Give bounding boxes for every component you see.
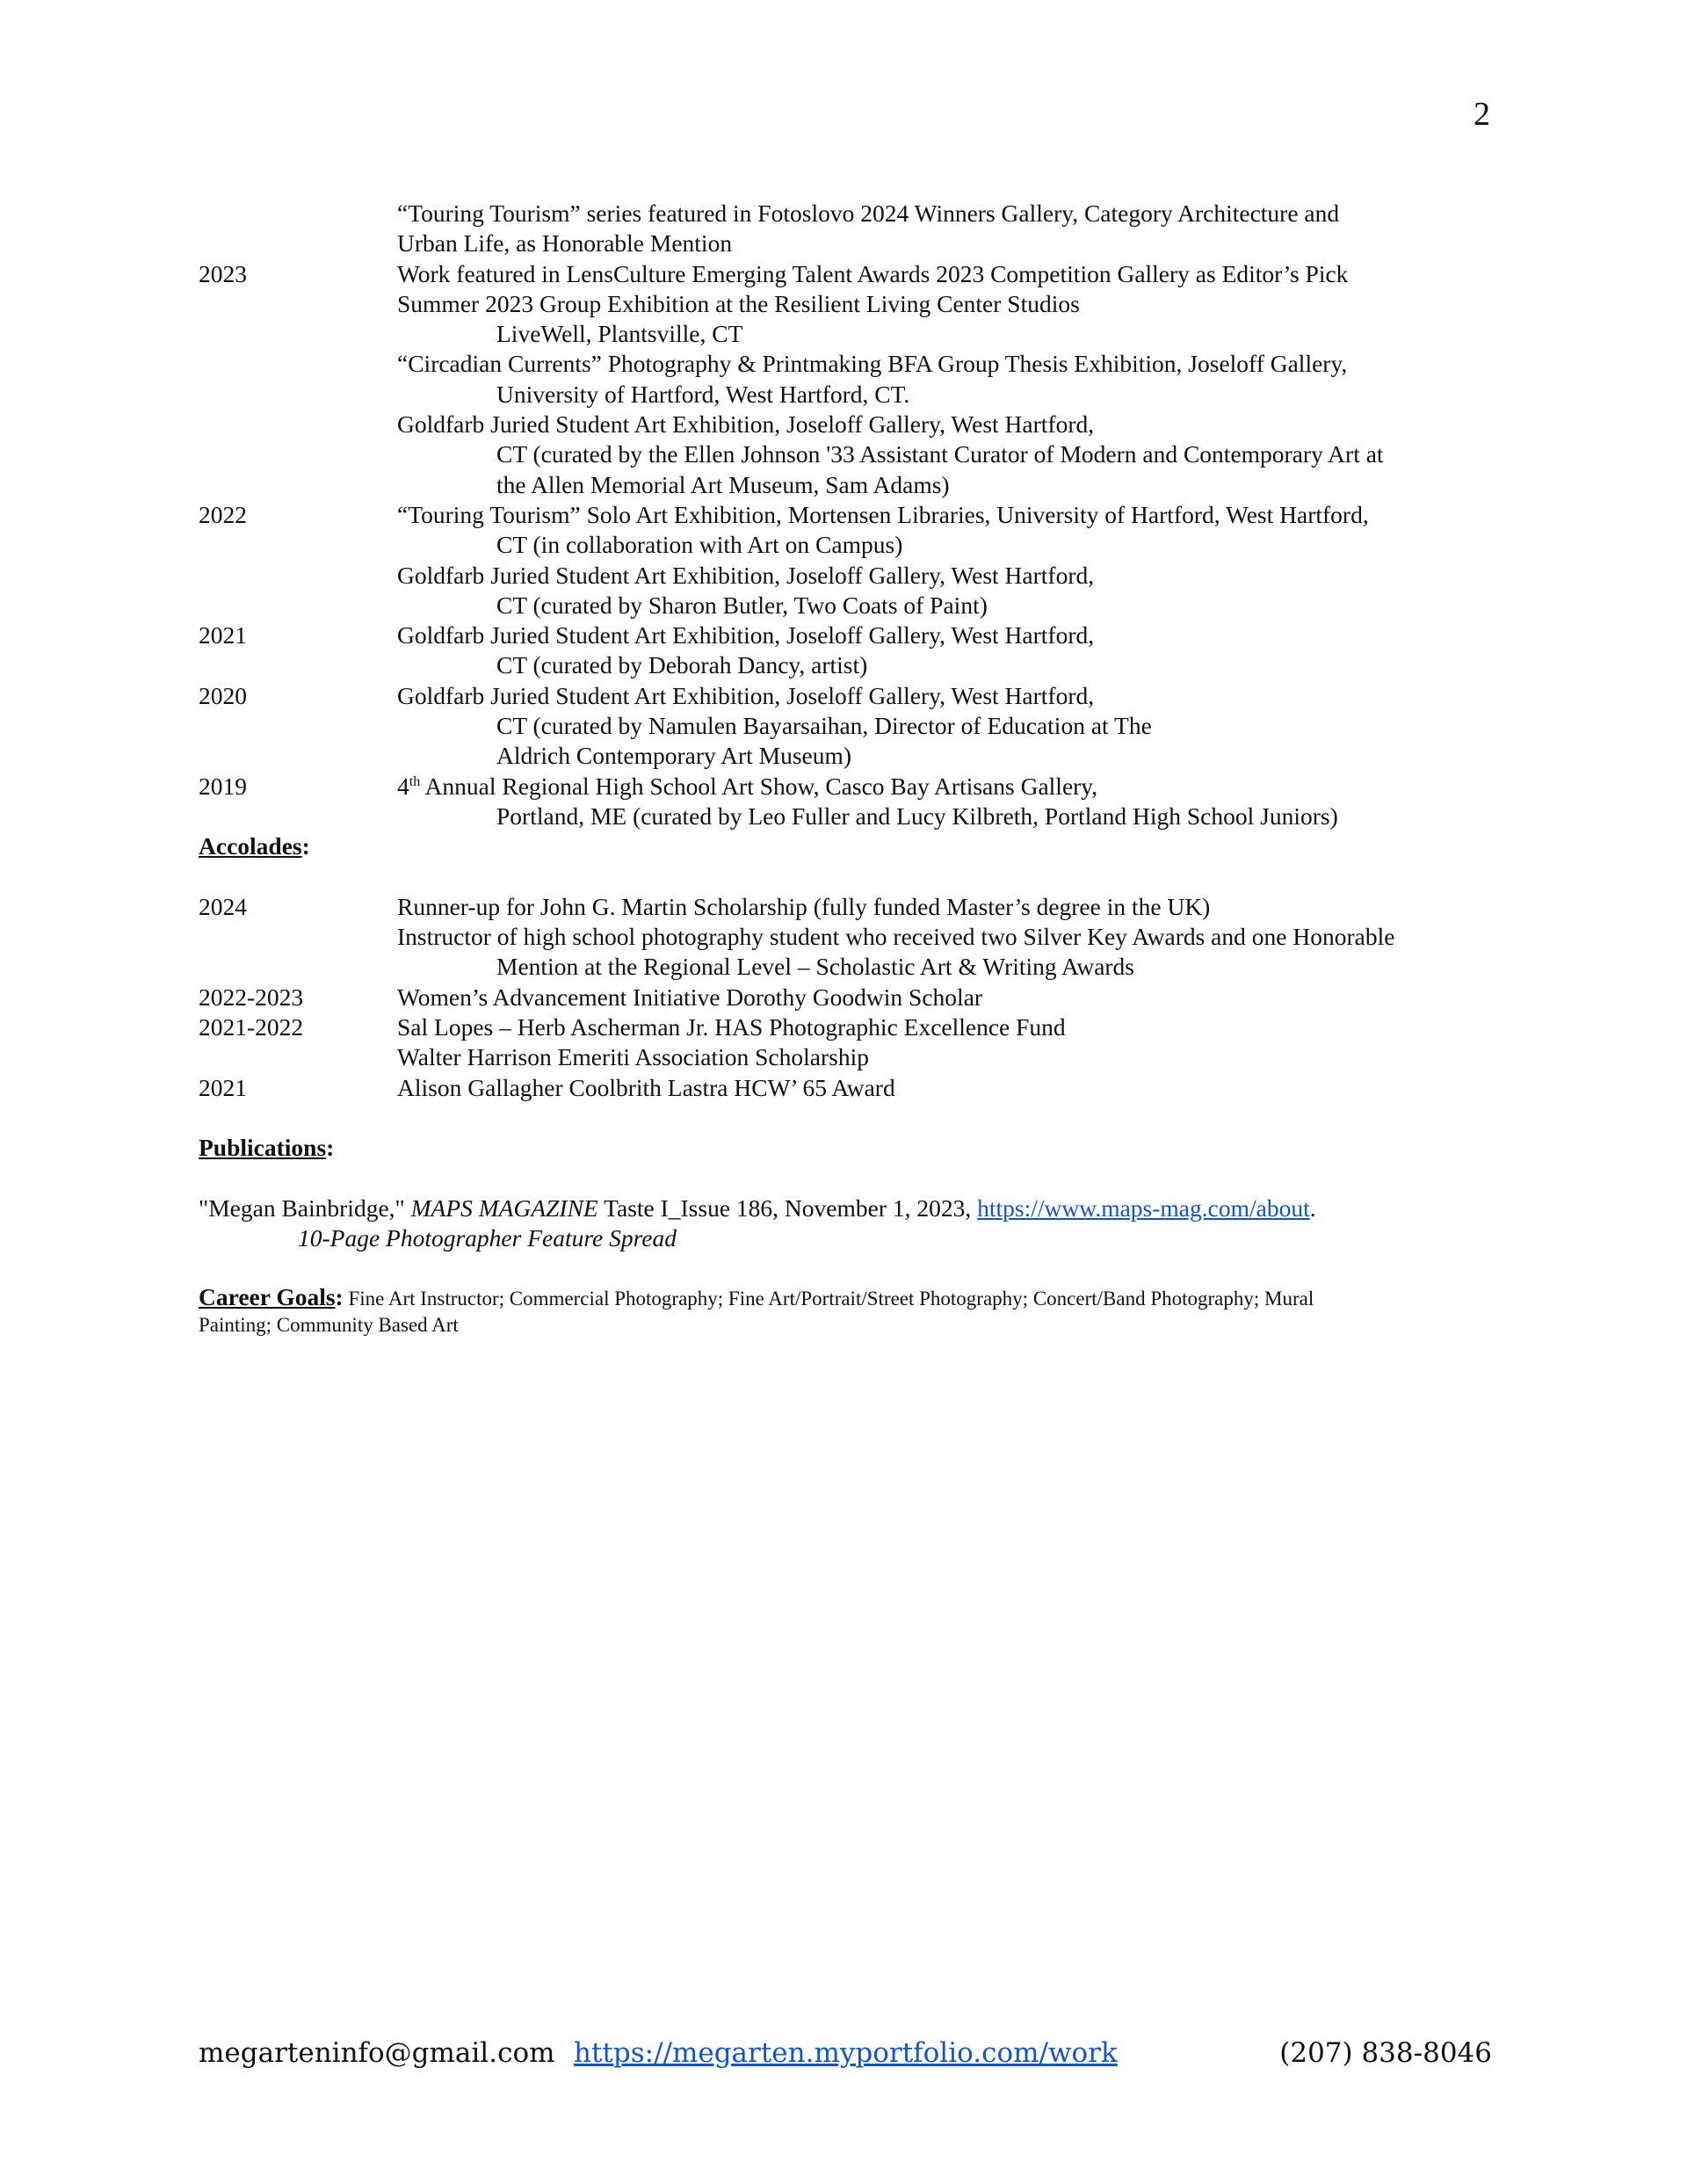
accolades-heading <box>199 831 1499 861</box>
entry-year: 2023 <box>199 259 247 287</box>
ordinal-suffix: th <box>409 773 421 789</box>
publication-entry <box>199 1194 1499 1223</box>
entry-line: University of Hartford, West Hartford, CT. <box>496 380 910 408</box>
entry-line: CT (curated by the Ellen Johnson '33 Assistant Curator of Modern and Contemporary Art at <box>496 440 1384 468</box>
ordinal-number: 4 <box>397 772 409 800</box>
accolade-entry <box>199 1012 1499 1042</box>
heading-colon: : <box>335 1282 344 1310</box>
career-goals <box>199 1284 1499 1312</box>
footer-portfolio-link[interactable]: https://megarten.myportfolio.com/work <box>574 2037 1118 2069</box>
entry-line: Sal Lopes – Herb Ascherman Jr. HAS Photographic Excellence Fund <box>397 1013 1066 1041</box>
entry-line: Goldfarb Juried Student Art Exhibition, Joseloff Gallery, West Hartford, <box>397 681 1095 709</box>
entry-text: Annual Regional High School Art Show, Casco Bay Artisans Gallery, <box>420 772 1098 800</box>
entry-year <box>199 199 397 259</box>
entry-year: 2019 <box>199 772 247 800</box>
entry-year: 2022 <box>199 500 247 528</box>
entry-line: Summer 2023 Group Exhibition at the Resilient Living Center Studios <box>397 289 1080 317</box>
entry-line: Alison Gallagher Coolbrith Lastra HCW’ 65 Award <box>397 1073 895 1101</box>
publication-note: 10-Page Photographer Feature Spread <box>298 1224 677 1252</box>
entry-year: 2020 <box>199 681 247 709</box>
career-goals-text-cont: Painting; Community Based Art <box>199 1313 459 1336</box>
entry-line: Instructor of high school photography student who received two Silver Key Awards and one Honorable <box>397 923 1395 951</box>
heading-colon: : <box>301 832 310 860</box>
entry-line: Aldrich Contemporary Art Museum) <box>496 742 852 770</box>
entry-line: Runner-up for John G. Martin Scholarship (fully funded Master’s degree in the UK) <box>397 892 1211 920</box>
exhibition-entry <box>199 500 1499 620</box>
entry-line: the Allen Memorial Art Museum, Sam Adams) <box>496 470 950 498</box>
entry-line: CT (in collaboration with Art on Campus) <box>496 531 903 559</box>
exhibition-entry <box>199 259 1499 500</box>
entry-line: Goldfarb Juried Student Art Exhibition, Joseloff Gallery, West Hartford, <box>397 410 1095 439</box>
page-number: 2 <box>1473 96 1490 133</box>
entry-line: Work featured in LensCulture Emerging Talent Awards 2023 Competition Gallery as Editor’s Pick <box>397 259 1349 287</box>
entry-year <box>199 922 397 983</box>
entry-line: CT (curated by Sharon Butler, Two Coats of Paint) <box>496 591 988 619</box>
heading-colon: : <box>326 1134 335 1162</box>
entry-line: LiveWell, Plantsville, CT <box>496 320 743 348</box>
entry-line: “Circadian Currents” Photography & Printmaking BFA Group Thesis Exhibition, Joseloff Gallery, <box>397 350 1348 378</box>
career-goals-heading: Career Goals <box>199 1282 336 1310</box>
entry-line: Walter Harrison Emeriti Association Scholarship <box>397 1043 869 1071</box>
entry-line: Urban Life, as Honorable Mention <box>397 229 733 258</box>
entry-line: Goldfarb Juried Student Art Exhibition, Joseloff Gallery, West Hartford, <box>397 561 1095 589</box>
publication-magazine: MAPS MAGAZINE <box>410 1194 598 1222</box>
entry-year: 2024 <box>199 892 247 920</box>
accolades-heading-text: Accolades <box>199 832 302 860</box>
publication-details: Taste I_Issue 186, November 1, 2023, <box>597 1194 978 1222</box>
entry-year: 2021 <box>199 1073 247 1101</box>
publication-end: . <box>1309 1194 1316 1222</box>
entry-year: 2021-2022 <box>199 1013 304 1041</box>
entry-line <box>397 772 1499 802</box>
exhibition-entry <box>199 620 1499 681</box>
entry-year: 2021 <box>199 621 247 649</box>
accolade-entry <box>199 922 1499 983</box>
footer-email[interactable]: megarteninfo@gmail.com <box>199 2037 555 2069</box>
publication-link[interactable]: https://www.maps-mag.com/about <box>977 1194 1310 1222</box>
accolade-entry <box>199 1073 1499 1103</box>
entry-line: “Touring Tourism” Solo Art Exhibition, Mortensen Libraries, University of Hartford, West Hartford, <box>397 500 1369 528</box>
accolade-entry <box>199 1042 1499 1072</box>
career-goals-text: Fine Art Instructor; Commercial Photography; Fine Art/Portrait/Street Photography; Concert/Band Photography; Mural <box>343 1287 1314 1310</box>
accolade-entry <box>199 983 1499 1012</box>
entry-line: CT (curated by Namulen Bayarsaihan, Director of Education at The <box>496 712 1152 740</box>
exhibition-entry <box>199 681 1499 772</box>
entry-line: CT (curated by Deborah Dancy, artist) <box>496 651 868 679</box>
entry-line: Goldfarb Juried Student Art Exhibition, Joseloff Gallery, West Hartford, <box>397 621 1095 649</box>
entry-year: 2022-2023 <box>199 983 304 1011</box>
entry-line: Women’s Advancement Initiative Dorothy Goodwin Scholar <box>397 983 983 1011</box>
publications-heading-text: Publications <box>199 1134 327 1162</box>
entry-line: “Touring Tourism” series featured in Fotoslovo 2024 Winners Gallery, Category Architecture and <box>397 200 1340 227</box>
exhibition-entry <box>199 772 1499 832</box>
entry-year <box>199 1042 397 1072</box>
entry-line: Mention at the Regional Level – Scholastic Art & Writing Awards <box>496 953 1135 981</box>
resume-content <box>199 199 1499 1339</box>
footer-phone: (207) 838-8046 <box>1279 2037 1492 2069</box>
publication-title: "Megan Bainbridge," <box>199 1194 411 1222</box>
exhibition-entry <box>199 199 1499 259</box>
entry-line: Portland, ME (curated by Leo Fuller and Lucy Kilbreth, Portland High School Juniors) <box>496 802 1338 830</box>
publications-heading <box>199 1133 1499 1163</box>
accolade-entry <box>199 892 1499 922</box>
